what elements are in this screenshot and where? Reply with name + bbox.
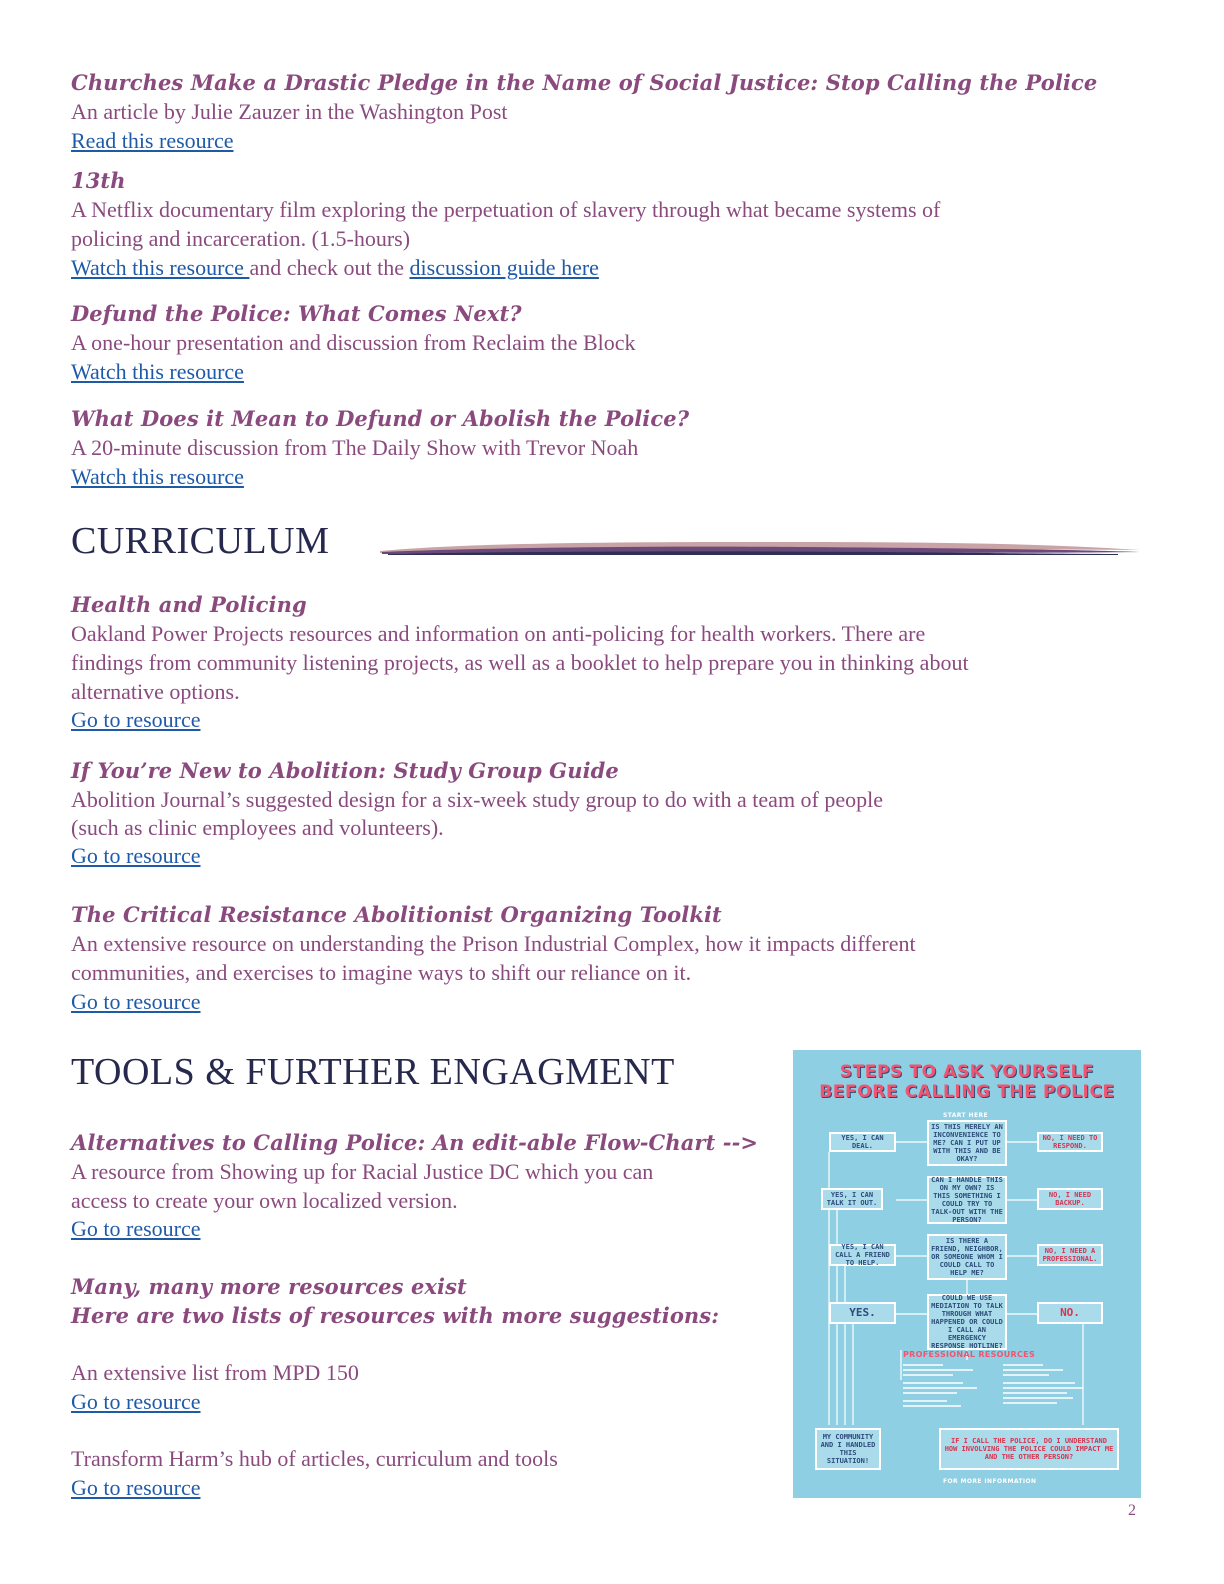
page-number: 2 xyxy=(1128,1502,1136,1519)
resource-title-flowchart: Alternatives to Calling Police: An edit-able Flow-Chart --> xyxy=(71,1130,759,1155)
resource-title-abolish: What Does it Mean to Defund or Abolish the Police? xyxy=(71,406,690,431)
flowchart-poster-image xyxy=(793,1050,1141,1498)
resource-title-study-group: If You’re New to Abolition: Study Group Guide xyxy=(71,758,619,783)
more-resources-subtitle: Here are two lists of resources with more suggestions: xyxy=(71,1303,720,1328)
resource-title-toolkit: The Critical Resistance Abolitionist Organizing Toolkit xyxy=(71,902,722,927)
poster-footer-text: FOR MORE INFORMATION xyxy=(943,1478,1037,1485)
resource-links-13th xyxy=(71,253,599,282)
poster-question-3: IS THERE A FRIEND, NEIGHBOR, OR SOMEONE WHOM I COULD CALL TO HELP ME? xyxy=(927,1234,1007,1280)
resource-title-health: Health and Policing xyxy=(71,592,307,617)
read-resource-link[interactable]: Read this resource xyxy=(71,128,234,153)
transform-harm-desc: Transform Harm’s hub of articles, curriculum and tools xyxy=(71,1446,558,1471)
poster-title-line1: STEPS TO ASK YOURSELF xyxy=(839,1062,1095,1082)
watch-resource-link[interactable]: Watch this resource xyxy=(71,359,244,384)
go-to-resource-link[interactable]: Go to resource xyxy=(71,1475,201,1500)
link-connector-text: and check out the xyxy=(249,255,410,280)
brush-stroke-divider xyxy=(378,536,1142,560)
resource-desc-defund: A one-hour presentation and discussion from Reclaim the Block xyxy=(71,330,636,355)
poster-no-2: NO, I NEED BACKUP. xyxy=(1037,1188,1103,1210)
go-to-resource-link[interactable]: Go to resource xyxy=(71,843,201,868)
resource-desc-health-line2: findings from community listening projects, as well as a booklet to help prepare you in thinking about xyxy=(71,650,969,675)
poster-question-2: CAN I HANDLE THIS ON MY OWN? IS THIS SOMETHING I COULD TRY TO TALK-OUT WITH THE PERSON? xyxy=(927,1176,1007,1224)
resource-desc-toolkit-line2: communities, and exercises to imagine ways to shift our reliance on it. xyxy=(71,960,692,985)
resource-desc-churches: An article by Julie Zauzer in the Washington Post xyxy=(71,99,508,124)
resource-desc-flowchart-line2: access to create your own localized version. xyxy=(71,1188,458,1213)
go-to-resource-link[interactable]: Go to resource xyxy=(71,707,201,732)
poster-question-4: COULD WE USE MEDIATION TO TALK THROUGH WHAT HAPPENED OR COULD I CALL AN EMERGENCY RESPONSE HOTLINE? xyxy=(927,1294,1007,1350)
resource-desc-13th-line2: policing and incarceration. (1.5-hours) xyxy=(71,226,411,251)
go-to-resource-link[interactable]: Go to resource xyxy=(71,1216,201,1241)
poster-yes-4: YES. xyxy=(829,1302,896,1324)
resource-desc-toolkit-line1: An extensive resource on understanding the Prison Industrial Complex, how it impacts different xyxy=(71,931,916,956)
resource-desc-study-line1: Abolition Journal’s suggested design for a six-week study group to do with a team of people xyxy=(71,787,884,812)
poster-yes-2: YES, I CAN TALK IT OUT. xyxy=(821,1188,883,1210)
resource-desc-health-line1: Oakland Power Projects resources and information on anti-policing for health workers. There are xyxy=(71,621,926,646)
section-heading-tools: TOOLS & FURTHER ENGAGMENT xyxy=(71,1051,675,1093)
poster-yes-1: YES, I CAN DEAL. xyxy=(829,1132,896,1152)
more-resources-title: Many, many more resources exist xyxy=(71,1274,467,1299)
resource-desc-study-line2: (such as clinic employees and volunteers). xyxy=(71,815,444,840)
poster-professional-list xyxy=(903,1362,1103,1418)
mpd150-list-desc: An extensive list from MPD 150 xyxy=(71,1360,359,1385)
resource-desc-health-line3: alternative options. xyxy=(71,679,240,704)
poster-title-line2: BEFORE CALLING THE POLICE xyxy=(819,1082,1115,1102)
resource-desc-abolish: A 20-minute discussion from The Daily Show with Trevor Noah xyxy=(71,435,639,460)
poster-no-4: NO. xyxy=(1037,1302,1103,1324)
go-to-resource-link[interactable]: Go to resource xyxy=(71,1389,201,1414)
poster-yes-3: YES, I CAN CALL A FRIEND TO HELP. xyxy=(829,1244,896,1266)
poster-no-3: NO, I NEED A PROFESSIONAL. xyxy=(1037,1244,1103,1266)
poster-start-label: START HERE xyxy=(943,1112,988,1119)
resource-title-13th: 13th xyxy=(71,168,126,193)
watch-resource-link[interactable]: Watch this resource xyxy=(71,255,250,280)
watch-resource-link[interactable]: Watch this resource xyxy=(71,464,244,489)
poster-question-1: IS THIS MERELY AN INCONVENIENCE TO ME? CAN I PUT UP WITH THIS AND BE OKAY? xyxy=(927,1120,1007,1166)
resource-title-churches: Churches Make a Drastic Pledge in the Name of Social Justice: Stop Calling the Police xyxy=(71,70,1098,95)
discussion-guide-link[interactable]: discussion guide here xyxy=(409,255,599,280)
poster-professional-heading: PROFESSIONAL RESOURCES xyxy=(903,1350,1036,1359)
resource-title-defund: Defund the Police: What Comes Next? xyxy=(71,301,522,326)
poster-no-1: NO, I NEED TO RESPOND. xyxy=(1037,1132,1103,1152)
poster-outcome-handled: MY COMMUNITY AND I HANDLED THIS SITUATION! xyxy=(815,1428,881,1470)
poster-outcome-police: IF I CALL THE POLICE, DO I UNDERSTAND HOW INVOLVING THE POLICE COULD IMPACT ME AND THE OTHER PERSON? xyxy=(939,1428,1119,1470)
go-to-resource-link[interactable]: Go to resource xyxy=(71,989,201,1014)
resource-desc-flowchart-line1: A resource from Showing up for Racial Justice DC which you can xyxy=(71,1159,654,1184)
section-heading-curriculum: CURRICULUM xyxy=(71,520,330,562)
resource-desc-13th-line1: A Netflix documentary film exploring the perpetuation of slavery through what became systems of xyxy=(71,197,941,222)
